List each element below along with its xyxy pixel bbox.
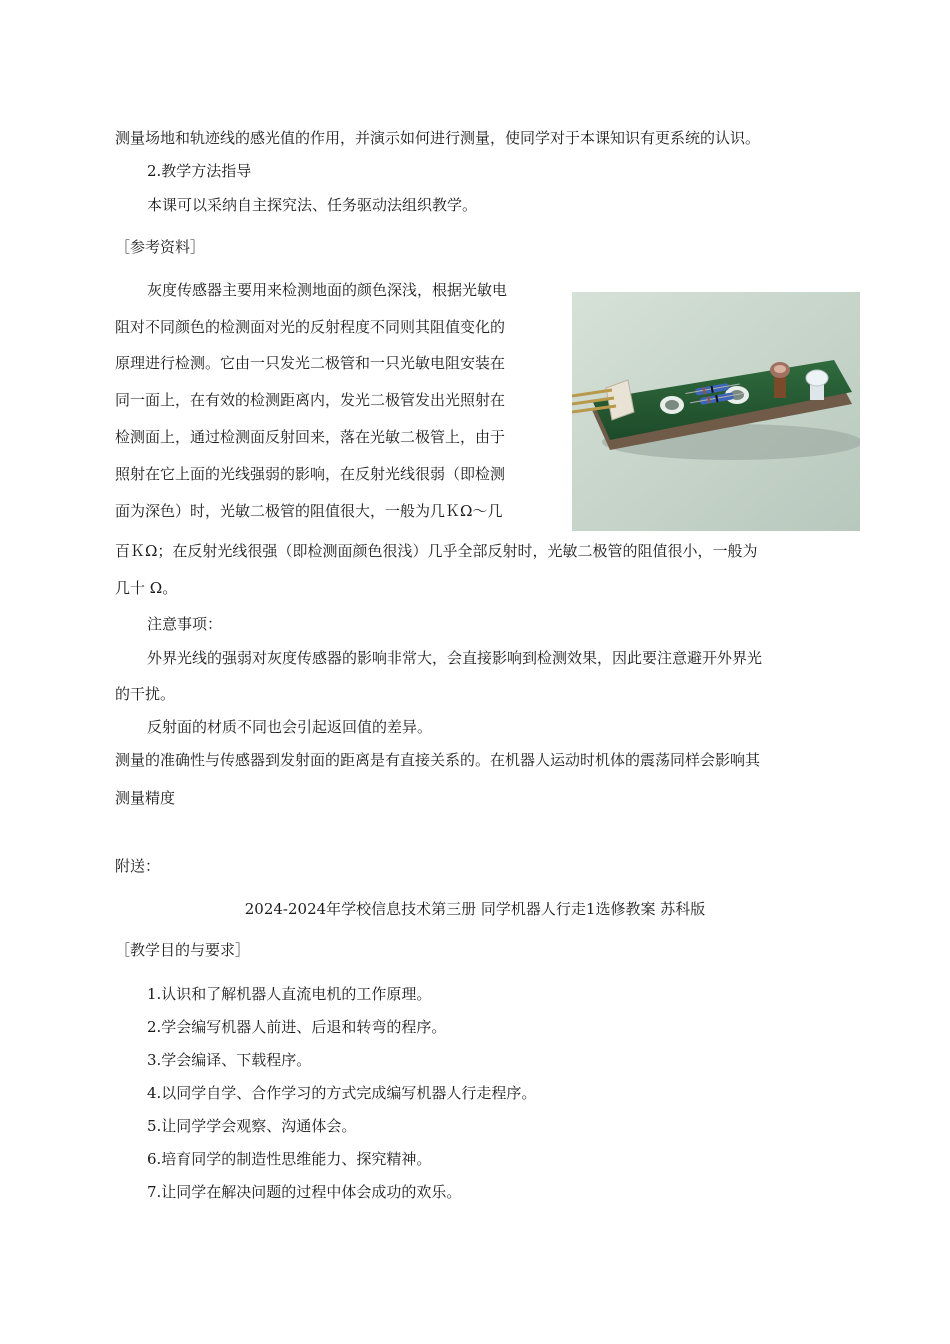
- paragraph-line: 原理进行检测。它由一只发光二极管和一只光敏电阻安装在: [115, 354, 506, 372]
- appendix-title: 2024-2024年学校信息技术第三册 同学机器人行走1选修教案 苏科版: [244, 900, 706, 918]
- paragraph-line: 同一面上，在有效的检测距离内，发光二极管发出光照射在: [115, 391, 506, 409]
- goal-item: 3.学会编译、下载程序。: [147, 1051, 312, 1069]
- grayscale-sensor-photo: [572, 292, 860, 531]
- note-line: 的干扰。: [115, 685, 176, 703]
- goals-heading: ［教学目的与要求］: [115, 941, 251, 959]
- paragraph-line: 阻对不同颜色的检测面对光的反射程度不同则其阻值变化的: [115, 318, 506, 336]
- method-text: 本课可以采纳自主探究法、任务驱动法组织教学。: [147, 196, 478, 214]
- paragraph-line: 几十 Ω。: [115, 579, 178, 597]
- goal-item: 6.培育同学的制造性思维能力、探究精神。: [147, 1150, 432, 1168]
- note-line: 测量精度: [115, 789, 176, 807]
- intro-line: 测量场地和轨迹线的感光值的作用，并演示如何进行测量，使同学对于本课知识有更系统的认识。: [115, 129, 761, 147]
- goal-item: 2.学会编写机器人前进、后退和转弯的程序。: [147, 1018, 447, 1036]
- appendix-label: 附送：: [115, 857, 161, 875]
- paragraph-line: 照射在它上面的光线强弱的影响，在反射光线很弱（即检测: [115, 465, 506, 483]
- notes-heading: 注意事项：: [147, 615, 223, 633]
- goal-item: 5.让同学学会观察、沟通体会。: [147, 1117, 357, 1135]
- goal-item: 4.以同学自学、合作学习的方式完成编写机器人行走程序。: [147, 1084, 537, 1102]
- goal-item: 1.认识和了解机器人直流电机的工作原理。: [147, 985, 432, 1003]
- paragraph-line: 百ＫΩ；在反射光线很强（即检测面颜色很浅）几乎全部反射时，光敏二极管的阻值很小，一般为: [115, 542, 758, 560]
- reference-heading: ［参考资料］: [115, 238, 206, 256]
- paragraph-line: 灰度传感器主要用来检测地面的颜色深浅，根据光敏电: [147, 281, 508, 299]
- goal-item: 7.让同学在解决问题的过程中体会成功的欢乐。: [147, 1183, 462, 1201]
- paragraph-line: 面为深色）时，光敏二极管的阻值很大，一般为几ＫΩ～几: [115, 502, 503, 520]
- note-line: 反射面的材质不同也会引起返回值的差异。: [147, 718, 433, 736]
- method-heading: 2.教学方法指导: [147, 162, 252, 180]
- note-line: 测量的准确性与传感器到发射面的距离是有直接关系的。在机器人运动时机体的震荡同样会影响其: [115, 751, 761, 769]
- paragraph-line: 检测面上，通过检测面反射回来，落在光敏二极管上，由于: [115, 428, 506, 446]
- note-line: 外界光线的强弱对灰度传感器的影响非常大，会直接影响到检测效果，因此要注意避开外界光: [147, 649, 763, 667]
